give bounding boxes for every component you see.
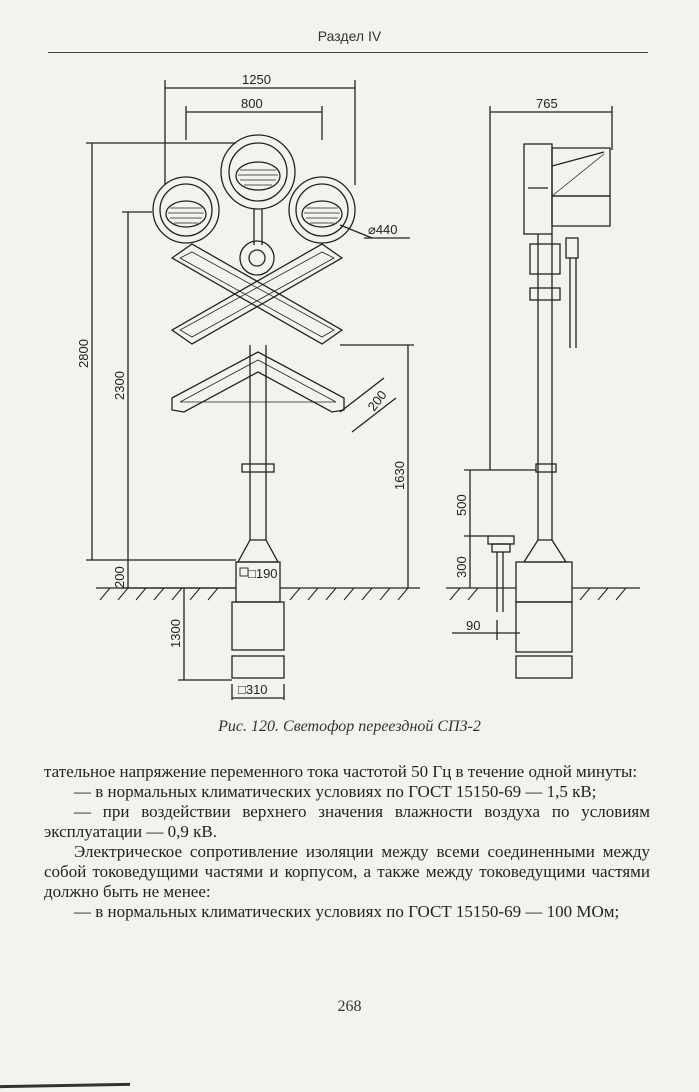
dim-lamp-height: 2300 <box>112 371 127 400</box>
body-text <box>44 762 650 922</box>
dim-side-width: 765 <box>536 96 558 111</box>
dim-foundation-depth: 1300 <box>168 619 183 648</box>
dim-overall-width: 1250 <box>242 72 271 87</box>
dim-side-box-base: 300 <box>454 556 469 578</box>
dim-cross-height: 1630 <box>392 461 407 490</box>
dim-foundation-square-bottom: □310 <box>238 682 268 697</box>
scan-edge-mark <box>0 1083 130 1088</box>
dim-lamp-spacing: 800 <box>241 96 263 111</box>
dim-foundation-square-top: □190 <box>248 566 278 581</box>
dim-cross-width: 200 <box>364 387 390 414</box>
figure-caption: Рис. 120. Светофор переездной СПЗ-2 <box>218 718 481 735</box>
paragraph: — в нормальных климатических условиях по ГОСТ 15150-69 — 100 МОм; <box>74 902 620 921</box>
paragraph: — в нормальных климатических условиях по ГОСТ 15150-69 — 1,5 кВ; <box>74 782 597 801</box>
section-header: Раздел IV <box>317 28 382 44</box>
dim-total-height: 2800 <box>76 339 91 368</box>
dim-foundation-top: 200 <box>112 566 127 588</box>
page-number: 268 <box>337 998 362 1015</box>
dim-lamp-diameter: ⌀440 <box>368 222 398 237</box>
paragraph: Электрическое сопротивление изоляции между всеми соединенными между собой токоведущими частями и корпусом, а также между токоведущими частями должно быть не менее: <box>44 842 650 901</box>
paragraph: тательное напряжение переменного тока частотой 50 Гц в течение одной минуты: <box>44 762 638 781</box>
dim-side-box-height: 500 <box>454 494 469 516</box>
dim-side-box-offset: 90 <box>466 618 481 633</box>
paragraph: — при воздействии верхнего значения влажности воздуха по условиям эксплуатации — 0,9 кВ. <box>44 802 650 841</box>
